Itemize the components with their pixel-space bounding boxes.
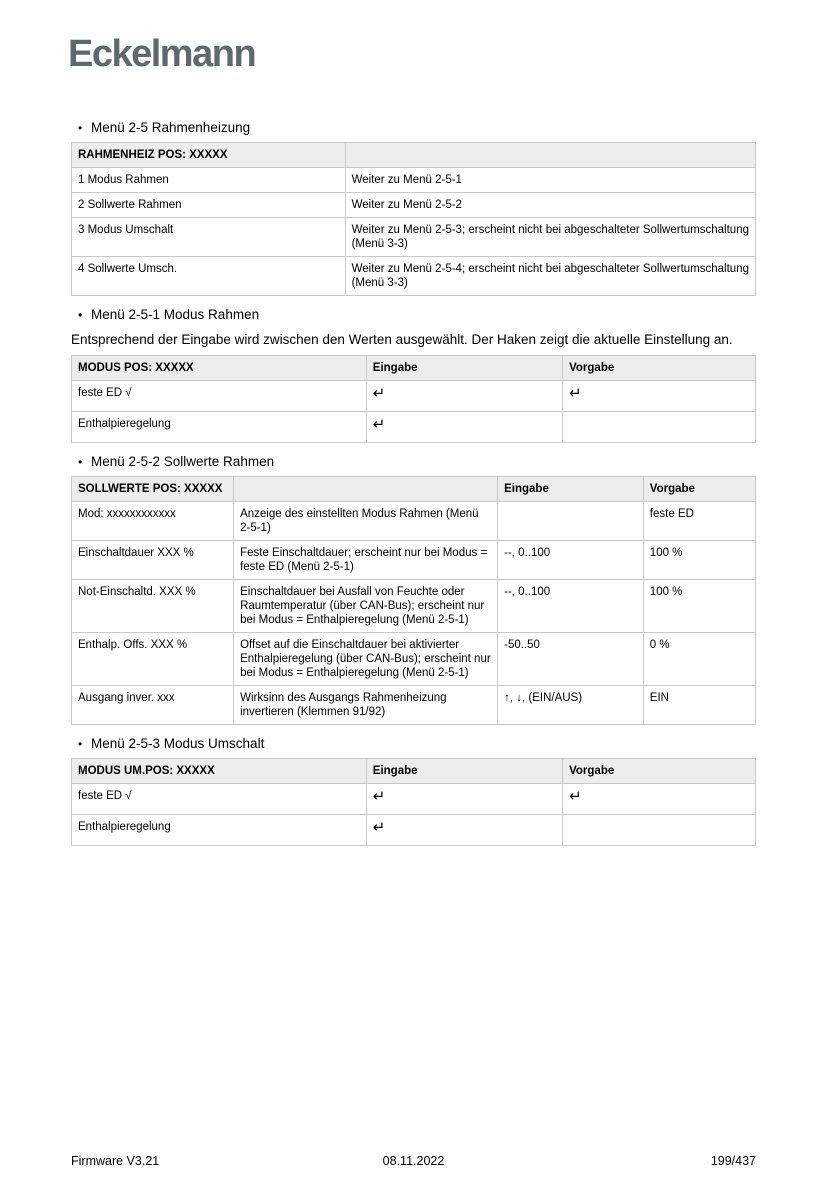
menu-item-cell: 2 Sollwerte Rahmen	[72, 193, 346, 218]
eingabe-cell: --, 0..100	[498, 580, 644, 633]
table-header-cell: Vorgabe	[563, 356, 756, 381]
table-header-cell: Eingabe	[366, 356, 562, 381]
heading-menu-2-5-2	[71, 454, 756, 470]
description-cell: Weiter zu Menü 2-5-2	[345, 193, 755, 218]
table-row	[72, 168, 756, 193]
table-header-cell: Vorgabe	[643, 477, 755, 502]
option-cell: feste ED √	[72, 784, 367, 815]
parameter-cell: Ausgang inver. xxx	[72, 686, 234, 725]
menu-2-5-3-table	[71, 758, 756, 846]
bullet-icon: •	[78, 737, 83, 751]
table-header-cell: Vorgabe	[563, 759, 756, 784]
eingabe-cell: ↑, ↓, (EIN/AUS)	[498, 686, 644, 725]
table-row	[72, 784, 756, 815]
description-cell: Weiter zu Menü 2-5-1	[345, 168, 755, 193]
return-key-icon: ↵	[372, 819, 386, 836]
table-row	[72, 580, 756, 633]
table-header-row	[72, 477, 756, 502]
option-cell: feste ED √	[72, 381, 367, 412]
return-key-icon: ↵	[372, 788, 386, 805]
eingabe-cell	[498, 502, 644, 541]
table-row	[72, 218, 756, 257]
eckelmann-logo: Eckelmann	[68, 33, 256, 75]
table-row	[72, 633, 756, 686]
table-header-cell: MODUS UM.POS: XXXXX	[72, 759, 367, 784]
eingabe-cell: -50..50	[498, 633, 644, 686]
vorgabe-cell: feste ED	[643, 502, 755, 541]
vorgabe-cell: 0 %	[643, 633, 755, 686]
table-row	[72, 815, 756, 846]
parameter-cell: Enthalp. Offs. XXX %	[72, 633, 234, 686]
description-cell: Weiter zu Menü 2-5-3; erscheint nicht bei abgeschalteter Sollwertumschaltung (Menü 3-3)	[345, 218, 755, 257]
page-content	[71, 120, 756, 846]
table-header-cell: Eingabe	[366, 759, 562, 784]
footer-firmware-version: Firmware V3.21	[71, 1154, 160, 1168]
table-header-row	[72, 356, 756, 381]
description-cell: Anzeige des einstellten Modus Rahmen (Menü 2-5-1)	[234, 502, 498, 541]
description-cell: Feste Einschaltdauer; erscheint nur bei Modus = feste ED (Menü 2-5-1)	[234, 541, 498, 580]
eingabe-cell	[366, 381, 562, 412]
table-header-cell: RAHMENHEIZ POS: XXXXX	[72, 143, 346, 168]
table-header-cell: SOLLWERTE POS: XXXXX	[72, 477, 234, 502]
vorgabe-cell	[563, 815, 756, 846]
menu-2-5-2-table	[71, 476, 756, 725]
table-row	[72, 412, 756, 443]
parameter-cell: Einschaltdauer XXX %	[72, 541, 234, 580]
vorgabe-cell: 100 %	[643, 541, 755, 580]
menu-item-cell: 3 Modus Umschalt	[72, 218, 346, 257]
heading-text: Menü 2-5-3 Modus Umschalt	[91, 736, 265, 751]
return-key-icon: ↵	[372, 385, 386, 402]
option-cell: Enthalpieregelung	[72, 815, 367, 846]
table-row	[72, 686, 756, 725]
parameter-cell: Not-Einschaltd. XXX %	[72, 580, 234, 633]
heading-text: Menü 2-5-1 Modus Rahmen	[91, 307, 260, 322]
table-header-row	[72, 759, 756, 784]
table-row	[72, 502, 756, 541]
table-row	[72, 381, 756, 412]
vorgabe-cell	[563, 784, 756, 815]
eingabe-cell: --, 0..100	[498, 541, 644, 580]
description-cell: Einschaltdauer bei Ausfall von Feuchte oder Raumtemperatur (über CAN-Bus); erscheint nur bei Modus = Enthalpieregelung (Menü 2-5-1)	[234, 580, 498, 633]
table-row	[72, 193, 756, 218]
return-key-icon: ↵	[569, 788, 582, 805]
page-footer	[71, 1154, 756, 1169]
intro-paragraph: Entsprechend der Eingabe wird zwischen den Werten ausgewählt. Der Haken zeigt die aktuelle Einstellung an.	[71, 332, 733, 347]
heading-menu-2-5-1	[71, 307, 756, 323]
description-cell: Offset auf die Einschaltdauer bei aktivierter Enthalpieregelung (über CAN-Bus); erscheint nur bei Modus = Enthalpieregelung (Menü 2-5-1)	[234, 633, 498, 686]
eingabe-cell	[366, 784, 562, 815]
menu-2-5-table	[71, 142, 756, 296]
table-header-row	[72, 143, 756, 168]
vorgabe-cell: 100 %	[643, 580, 755, 633]
table-row	[72, 541, 756, 580]
description-cell: Wirksinn des Ausgangs Rahmenheizung invertieren (Klemmen 91/92)	[234, 686, 498, 725]
return-key-icon: ↵	[569, 385, 582, 402]
table-header-cell: MODUS POS: XXXXX	[72, 356, 367, 381]
description-cell: Weiter zu Menü 2-5-4; erscheint nicht bei abgeschalteter Sollwertumschaltung (Menü 3-3)	[345, 257, 755, 296]
table-header-cell	[345, 143, 755, 168]
parameter-cell: Mod: xxxxxxxxxxxx	[72, 502, 234, 541]
vorgabe-cell	[563, 412, 756, 443]
eingabe-cell	[366, 412, 562, 443]
menu-item-cell: 4 Sollwerte Umsch.	[72, 257, 346, 296]
heading-text: Menü 2-5-2 Sollwerte Rahmen	[91, 454, 275, 469]
vorgabe-cell	[563, 381, 756, 412]
heading-text: Menü 2-5 Rahmenheizung	[91, 120, 251, 135]
bullet-icon: •	[78, 455, 83, 469]
footer-date: 08.11.2022	[382, 1154, 445, 1168]
menu-2-5-1-table	[71, 355, 756, 443]
return-key-icon: ↵	[372, 416, 386, 433]
table-header-cell: Eingabe	[498, 477, 644, 502]
table-row	[72, 257, 756, 296]
eingabe-cell	[366, 815, 562, 846]
vorgabe-cell: EIN	[643, 686, 755, 725]
bullet-icon: •	[78, 121, 83, 135]
bullet-icon: •	[78, 308, 83, 322]
option-cell: Enthalpieregelung	[72, 412, 367, 443]
menu-item-cell: 1 Modus Rahmen	[72, 168, 346, 193]
heading-menu-2-5	[71, 120, 756, 136]
table-header-cell	[234, 477, 498, 502]
heading-menu-2-5-3	[71, 736, 756, 752]
footer-page-number: 199/437	[710, 1154, 756, 1168]
